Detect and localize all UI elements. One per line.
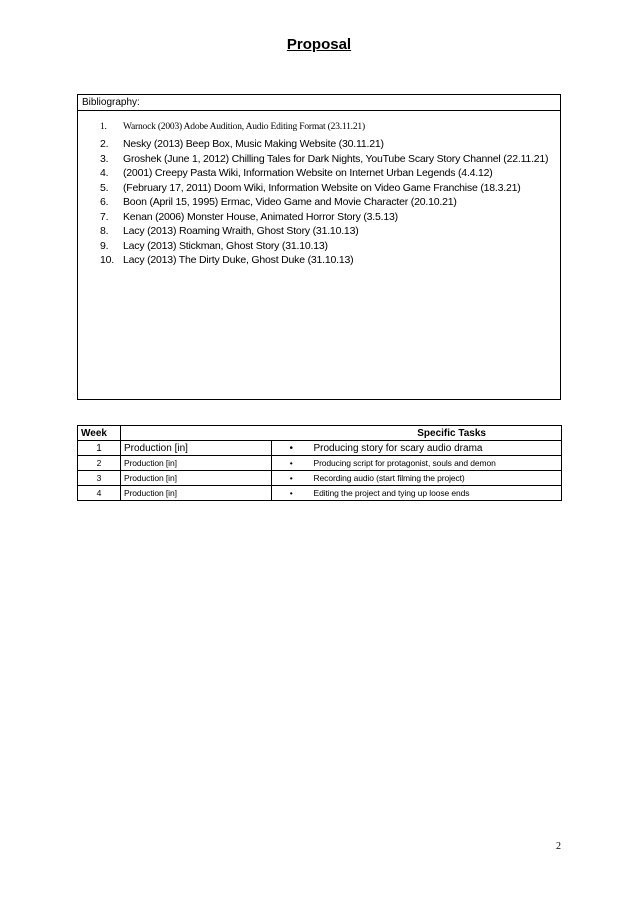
week-cell: 3 [78, 471, 121, 486]
table-row [78, 486, 562, 501]
table-row [78, 456, 562, 471]
task-cell: Recording audio (start filming the project) [311, 471, 562, 486]
phase-cell: Production [in] [121, 441, 272, 456]
item-number: 1. [100, 122, 107, 132]
table-header-row [78, 426, 562, 441]
table-row [78, 441, 562, 456]
bibliography-box [77, 94, 561, 400]
bibliography-item [78, 224, 560, 239]
item-text: Nesky (2013) Beep Box, Music Making Website (30.11.21) [123, 138, 384, 150]
item-text: Lacy (2013) The Dirty Duke, Ghost Duke (31.10.13) [123, 254, 354, 266]
bibliography-item [78, 195, 560, 210]
bibliography-list [78, 121, 560, 268]
item-text: Lacy (2013) Roaming Wraith, Ghost Story (31.10.13) [123, 225, 359, 237]
week-cell: 2 [78, 456, 121, 471]
phase-cell: Production [in] [121, 456, 272, 471]
specific-tasks-header: Specific Tasks [121, 426, 562, 441]
bibliography-item [78, 121, 560, 134]
item-number: 3. [100, 152, 109, 165]
item-text: (2001) Creepy Pasta Wiki, Information Website on Internet Urban Legends (4.4.12) [123, 167, 493, 179]
item-text: Kenan (2006) Monster House, Animated Horror Story (3.5.13) [123, 210, 398, 223]
item-number: 10. [100, 254, 114, 266]
item-text: Warnock (2003) Adobe Audition, Audio Editing Format (23.11.21) [123, 122, 365, 132]
task-cell: Producing story for scary audio drama [311, 441, 562, 456]
item-text: Groshek (June 1, 2012) Chilling Tales for Dark Nights, YouTube Scary Story Channel (22.11.21) [123, 152, 549, 165]
item-number: 6. [100, 196, 109, 208]
page-title: Proposal [286, 36, 352, 53]
phase-cell: Production [in] [121, 471, 272, 486]
bullet-icon: • [272, 441, 311, 456]
bibliography-item [78, 137, 560, 152]
item-text: Boon (April 15, 1995) Ermac, Video Game and Movie Character (20.10.21) [123, 196, 457, 208]
bibliography-item [78, 152, 560, 167]
bullet-icon: • [272, 471, 311, 486]
item-number: 2. [100, 138, 109, 150]
item-number: 7. [100, 210, 109, 223]
item-number: 8. [100, 225, 109, 237]
task-cell: Producing script for protagonist, souls and demon [311, 456, 562, 471]
item-text: (February 17, 2011) Doom Wiki, Information Website on Video Game Franchise (18.3.21) [123, 181, 521, 194]
item-number: 4. [100, 167, 109, 179]
bibliography-item [78, 166, 560, 181]
bibliography-item [78, 181, 560, 196]
table-row [78, 471, 562, 486]
week-cell: 1 [78, 441, 121, 456]
task-cell: Editing the project and tying up loose ends [311, 486, 562, 501]
bibliography-item [78, 239, 560, 254]
bullet-icon: • [272, 486, 311, 501]
bibliography-heading: Bibliography: [78, 95, 560, 111]
page-number: 2 [556, 841, 561, 852]
item-text: Lacy (2013) Stickman, Ghost Story (31.10.13) [123, 239, 328, 252]
phase-cell: Production [in] [121, 486, 272, 501]
bullet-icon: • [272, 456, 311, 471]
tasks-table [77, 425, 562, 501]
item-number: 9. [100, 239, 109, 252]
bibliography-item [78, 210, 560, 225]
week-header: Week [78, 426, 121, 441]
item-number: 5. [100, 181, 109, 194]
week-cell: 4 [78, 486, 121, 501]
bibliography-item [78, 253, 560, 268]
